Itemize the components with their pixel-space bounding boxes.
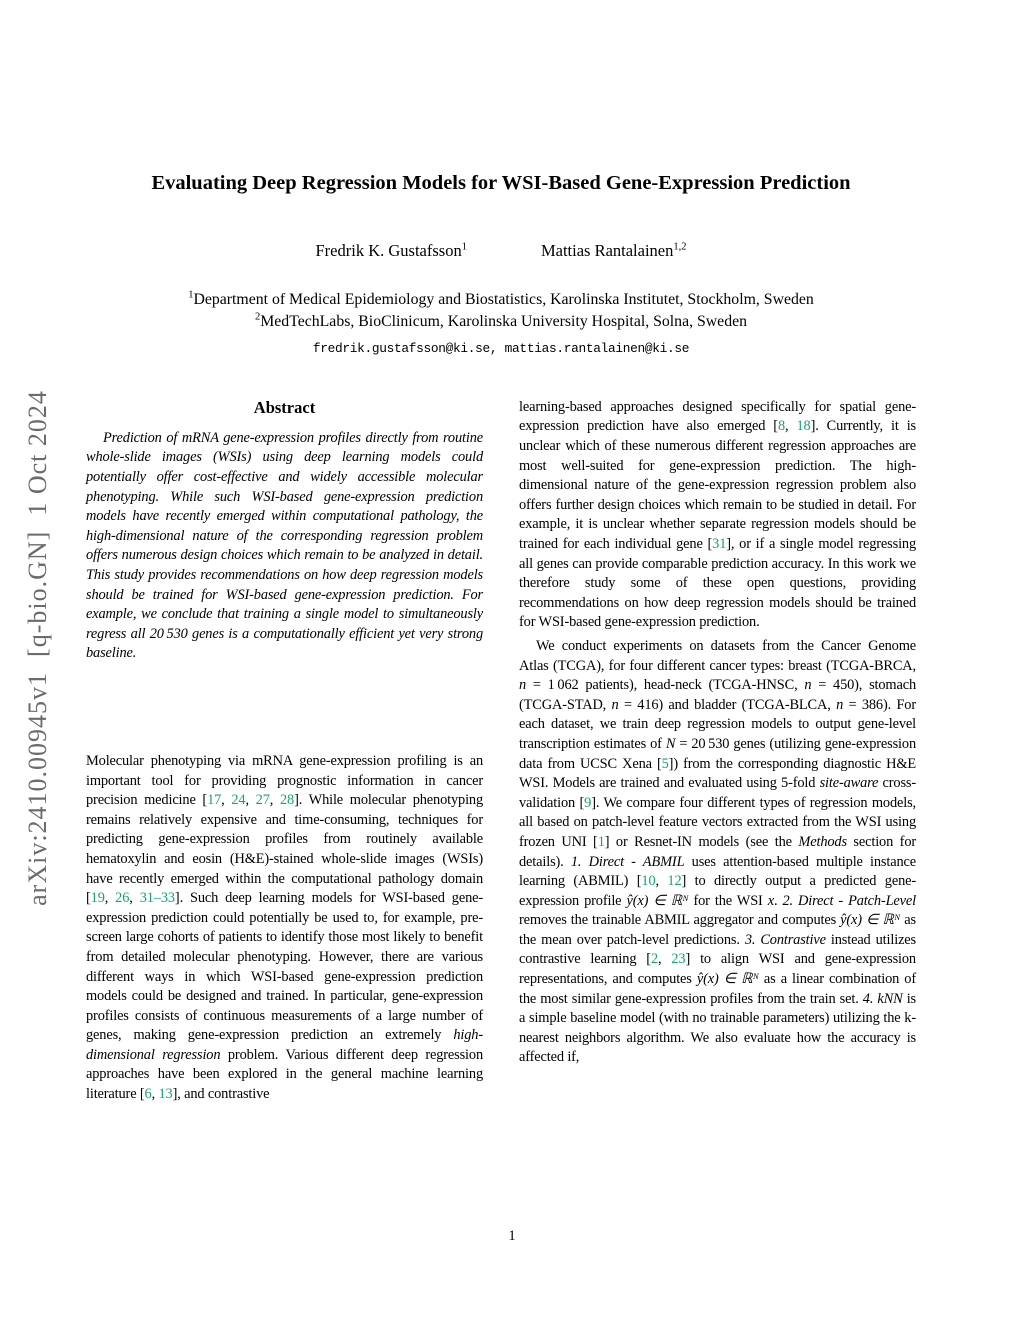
abstract-heading: Abstract [253, 397, 316, 417]
text-run: Molecular phenotyping via mRNA gene-expression profiling is an important tool for providing prognostic information in cancer precision medicine [ [86, 752, 483, 809]
author-2 [541, 241, 687, 261]
emphasis-text: high-dimensional regression [86, 1027, 483, 1063]
emphasis-text: 3. Contrastive [744, 931, 826, 948]
right-paragraph-1 [519, 398, 916, 633]
right-paragraph-2 [519, 637, 916, 1068]
arxiv-watermark: arXiv:2410.00945v1 [q-bio.GN] 1 Oct 2024 [23, 390, 52, 906]
affiliations-block [86, 289, 916, 334]
text-run: , [655, 873, 668, 890]
abstract-text: Prediction of mRNA gene-expression profiles directly from routine whole-slide images (WSIs) using deep learning models could potentially offer cost-effective and widely accessible molecular phenotyping. While such WSI-based gene-expression prediction models have recently emerged within computational pathology, the high-dimensional nature of the corresponding regression problem offers numerous design choices which remain to be analyzed in detail. This study provides recommendations on how deep regression models should be trained for WSI-based gene-expression prediction. For example, we conclude that training a single model to simultaneously regress all 20 530 genes is a computationally efficient yet very strong baseline. [86, 429, 483, 662]
author-2-affiliation-sup: 1,2 [673, 241, 687, 253]
two-column-body [86, 398, 916, 1105]
authors-row [86, 241, 916, 261]
author-1 [316, 241, 467, 261]
text-run: removes the trainable ABMIL aggregator and computes [519, 912, 841, 929]
paper-title: Evaluating Deep Regression Models for WSI-Based Gene-Expression Prediction [151, 172, 851, 194]
text-run: , [151, 1086, 159, 1103]
author-1-affiliation-sup: 1 [461, 241, 467, 253]
citation-link[interactable]: 1 [597, 833, 605, 850]
text-run: = 416) and bladder (TCGA-BLCA, [618, 696, 837, 713]
right-column [519, 398, 916, 1105]
text-run: , [129, 890, 140, 907]
text-run: , [658, 951, 672, 968]
text-run: = 20 530 genes (utilizing gene-expression data from UCSC Xena [ [519, 735, 916, 772]
text-run: as the mean over patch-level predictions. [519, 912, 916, 948]
text-run: . [774, 892, 783, 909]
citation-link[interactable]: 31 [712, 536, 727, 552]
citation-link[interactable]: 31–33 [139, 890, 175, 907]
affiliation-2 [86, 311, 916, 333]
text-run: ]. Such deep learning models for WSI-based gene-expression prediction could potentially be used to, for example, pre-screen large cohorts of patients to identify those most likely to benefit from detailed molecular phenotyping. However, there are various different ways in which WSI-based gene-expression prediction models could be designed and trained. In particular, gene-expression profiles consists of continuous measurements of a large number of genes, making gene-expression prediction an extremely [86, 890, 483, 1044]
citation-link[interactable]: 23 [671, 951, 686, 968]
emphasis-text: Methods [798, 833, 847, 850]
math-inline: ŷ(x) ∈ ℝᴺ [626, 892, 689, 909]
affiliation-1 [86, 289, 916, 311]
text-run: is a simple baseline model (with no trainable parameters) utilizing the k-nearest neighbors algorithm. We also evaluate how the accuracy is affected if, [519, 990, 916, 1066]
text-run: , [221, 792, 232, 809]
math-inline: n [804, 677, 812, 694]
page-number: 1 [508, 1228, 516, 1244]
text-run: instead utilizes contrastive learning [ [519, 931, 916, 968]
citation-link[interactable]: 24 [231, 792, 246, 809]
math-inline: ŷ(x) ∈ ℝᴺ [840, 912, 901, 929]
text-run: cross-validation [ [519, 775, 917, 811]
math-inline: n [836, 696, 844, 713]
text-run: problem. Various different deep regression approaches have been explored in the general machine learning literature [ [86, 1046, 483, 1103]
text-run: , [104, 890, 116, 907]
affiliation-1-sup: 1 [188, 289, 194, 301]
text-run: learning-based approaches designed specifically for spatial gene-expression prediction have also emerged [ [519, 398, 916, 435]
math-inline: n [519, 677, 527, 694]
emphasis-text: 2. Direct - Patch-Level [782, 892, 916, 909]
intro-paragraph [86, 752, 483, 1105]
citation-link[interactable]: 10 [641, 873, 656, 890]
citation-link[interactable]: 8 [777, 418, 785, 435]
citation-link[interactable]: 5 [661, 755, 669, 772]
text-run: ]) from the corresponding diagnostic H&E WSI. Models are trained and evaluated using 5-fold [519, 755, 917, 792]
citation-link[interactable]: 17 [207, 792, 222, 809]
math-inline: n [611, 696, 619, 713]
citation-link[interactable]: 13 [158, 1086, 173, 1103]
left-column [86, 398, 483, 1105]
text-run: = 1 062 patients), head-neck (TCGA-HNSC, [526, 677, 805, 694]
citation-link[interactable]: 9 [584, 794, 592, 811]
text-run: ]. We compare four different types of regression models, all based on patch-level feature vectors extracted from the WSI using frozen UNI [ [519, 794, 916, 850]
affiliation-2-text: MedTechLabs, BioClinicum, Karolinska University Hospital, Solna, Sweden [260, 313, 748, 331]
citation-link[interactable]: 2 [650, 951, 658, 968]
text-run: ]. Currently, it is unclear which of these numerous different regression approaches are most well-suited for gene-expression prediction. The high-dimensional nature of the gene-expression regression problem also offers further design choices which remain to be studied in detail. For example, it is unclear whether separate regression models should be trained for each individual gene [ [519, 418, 916, 552]
text-run: , [785, 418, 797, 435]
author-emails[interactable]: fredrik.gustafsson@ki.se, mattias.rantalainen@ki.se [312, 340, 690, 356]
text-run: ]. While molecular phenotyping remains relatively expensive and time-consuming, techniques for predicting gene-expression profiles from routinely available hematoxylin and eosin (H&E)-stained whole-slide images (WSIs) have recently emerged within the computational pathology domain [ [86, 792, 484, 907]
text-run: ], or if a single model regressing all genes can provide comparable prediction accuracy. In this work we therefore study some of these open questions, providing recommendations on how deep regression models should be trained for WSI-based gene-expression prediction. [519, 536, 917, 631]
math-inline: ŷ(x) ∈ ℝᴺ [696, 971, 759, 988]
affiliation-2-sup: 2 [254, 312, 261, 324]
citation-link[interactable]: 12 [667, 873, 682, 890]
citation-link[interactable]: 27 [255, 792, 270, 809]
text-run: ] to directly output a predicted gene-expression profile [519, 873, 917, 909]
text-run: ], and contrastive [172, 1086, 270, 1103]
author-1-name: Fredrik K. Gustafsson [315, 241, 462, 260]
paper-content [86, 0, 916, 1105]
affiliation-1-text: Department of Medical Epidemiology and Biostatistics, Karolinska Institutet, Stockholm, Sweden [193, 291, 814, 308]
text-run: , [269, 792, 280, 809]
citation-link[interactable]: 28 [279, 792, 295, 809]
citation-link[interactable]: 26 [115, 890, 130, 907]
text-run: section for details). [519, 833, 917, 870]
text-run: as a linear combination of the most similar gene-expression profiles from the train set. [519, 971, 916, 1007]
text-run: ] to align WSI and gene-expression representations, and computes [519, 951, 916, 988]
citation-link[interactable]: 18 [796, 418, 811, 435]
text-run: , [245, 792, 256, 809]
citation-link[interactable]: 19 [90, 890, 105, 907]
text-run: uses attention-based multiple instance learning (ABMIL) [ [519, 853, 916, 890]
math-inline: x [767, 892, 774, 909]
text-run: ] or Resnet-IN models (see the [604, 833, 799, 850]
text-run: for the WSI [688, 892, 768, 909]
emphasis-text: 4. kNN [862, 990, 903, 1007]
emphasis-text: site-aware [819, 775, 879, 792]
math-inline: N [665, 735, 676, 752]
citation-link[interactable]: 6 [144, 1086, 152, 1103]
author-2-name: Mattias Rantalainen [540, 241, 674, 260]
emphasis-text: 1. Direct - ABMIL [570, 853, 685, 870]
text-run: = 450), stomach (TCGA-STAD, [519, 677, 916, 713]
text-run: = 386). For each dataset, we train deep regression models to output gene-level transcription estimates of [519, 696, 916, 752]
text-run: We conduct experiments on datasets from the Cancer Genome Atlas (TCGA), for four different cancer types: breast (TCGA-BRCA, [519, 637, 916, 674]
